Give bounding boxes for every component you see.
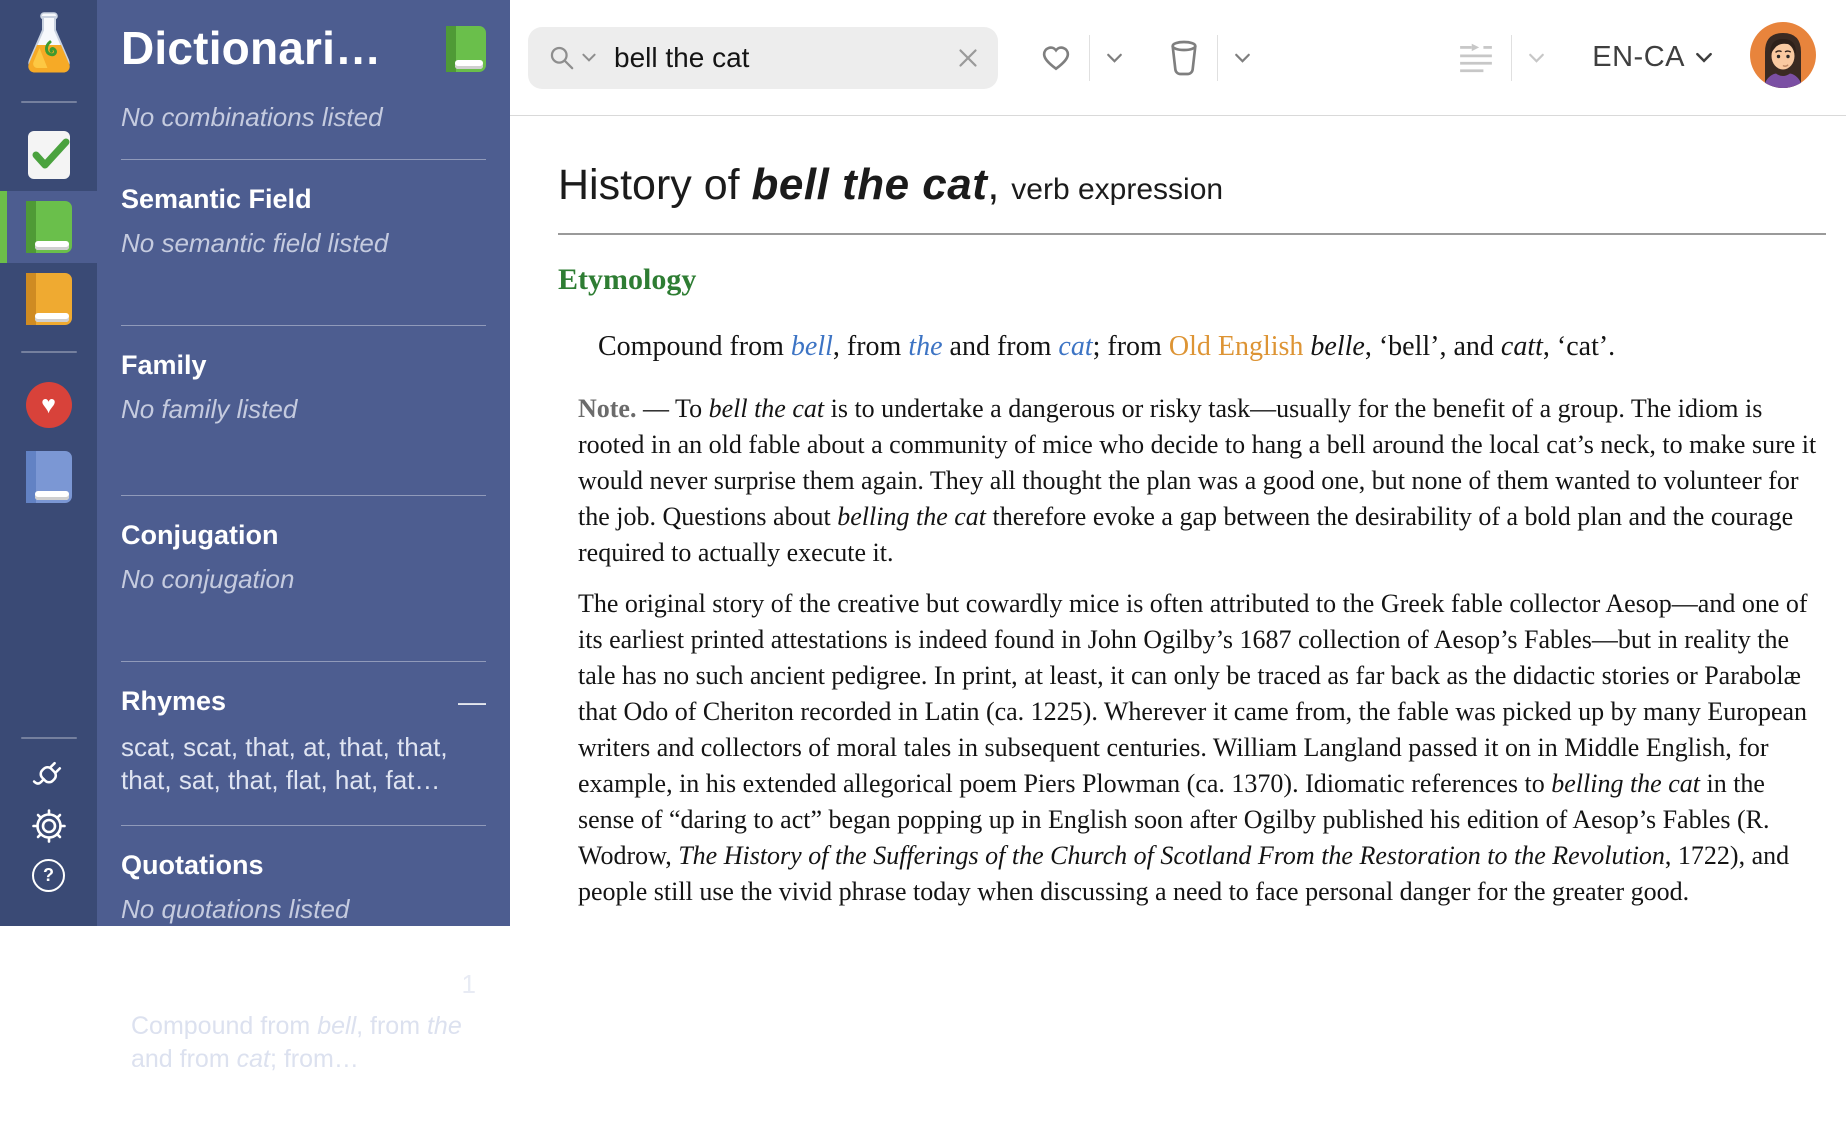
- heart-icon: [1040, 43, 1072, 72]
- rail-divider: [21, 737, 77, 739]
- user-avatar[interactable]: [1750, 22, 1816, 93]
- orange-book-icon: [26, 273, 72, 325]
- section-divider: [121, 495, 486, 496]
- chevron-down-icon: [1529, 53, 1544, 63]
- rail-item-favorites[interactable]: [0, 369, 97, 441]
- history-card[interactable]: [109, 951, 498, 1135]
- section-divider: [121, 661, 486, 662]
- dictionary-sidebar: [97, 0, 510, 1073]
- insert-menu-button[interactable]: [1529, 53, 1544, 63]
- search-scope-dropdown[interactable]: [548, 44, 596, 71]
- dictionary-book-icon: [446, 26, 486, 72]
- title-separator: ,: [987, 161, 1012, 209]
- chevron-down-icon: [1235, 53, 1250, 63]
- panel-title: Dictionari…: [121, 22, 382, 74]
- article-title: [558, 160, 1826, 215]
- section-heading[interactable]: Semantic Field: [121, 184, 312, 214]
- section-divider: [121, 325, 486, 326]
- language-label: EN-CA: [1592, 41, 1685, 73]
- toolbar-separator: [1511, 35, 1512, 81]
- history-card-title: History: [131, 968, 228, 999]
- icon-rail: [0, 0, 97, 926]
- question-mark-icon: ?: [32, 859, 65, 892]
- favorite-menu-button[interactable]: [1107, 53, 1122, 63]
- rail-divider: [21, 101, 77, 103]
- chevron-down-icon: [582, 53, 596, 62]
- rail-item-dictionaries[interactable]: [0, 191, 97, 263]
- section-conjugation: [121, 520, 486, 595]
- section-semantic-field: [121, 184, 486, 259]
- note-paragraph: Note. — To bell the cat is to undertake a dangerous or risky task—usually for the benefit of a group. The idiom is rooted in an old fable about a community of mice who decide to hang a bell around the local cat’s neck, to make sure it would never surprise them again. They all thought the plan was a good one, but none of them wanted to volunteer for the job. Questions about belling the cat therefore evoke a gap between the desirability of a bold plan and the courage required to actually execute it.: [578, 394, 1817, 567]
- rail-item-guides[interactable]: [0, 263, 97, 335]
- green-book-icon: [26, 201, 72, 253]
- insert-text-icon: [1458, 42, 1494, 74]
- title-underline: [558, 233, 1826, 235]
- section-heading[interactable]: Conjugation: [121, 520, 279, 550]
- delete-button[interactable]: [1168, 40, 1200, 76]
- section-family: [121, 350, 486, 425]
- section-quotations: [121, 850, 486, 925]
- language-selector[interactable]: [1592, 41, 1712, 74]
- section-empty-text: No conjugation: [121, 564, 295, 594]
- title-prefix: History of: [558, 161, 752, 209]
- connections-button[interactable]: [30, 755, 68, 793]
- etymology-heading: Etymology: [558, 263, 697, 296]
- corrector-checkmark-icon: [28, 131, 70, 179]
- search-field[interactable]: [528, 27, 998, 89]
- main-area: [510, 0, 1846, 926]
- history-count-badge: 1: [461, 968, 476, 999]
- toolbar: [510, 0, 1846, 116]
- blue-book-icon: [26, 451, 72, 503]
- rail-divider: [21, 351, 77, 353]
- collapse-section-control[interactable]: —: [458, 685, 486, 717]
- section-rhymes: [121, 686, 486, 797]
- toolbar-separator: [1217, 35, 1218, 81]
- clear-search-icon[interactable]: [958, 48, 978, 68]
- rail-item-reference-book[interactable]: [0, 441, 97, 513]
- history-paragraph: The original story of the creative but cowardly mice is often attributed to the Greek fable collector Aesop—and one of its earliest printed attestations is indeed found in John Ogilby’s 1687 collection of Aesop’s Fables—but in reality the tale has no such ancient pedigree. In print, at least, it can only be traced as far back as the didactic stories or Parabolæ that Odo of Cheriton recorded in Latin (ca. 1225). Wherever it came from, the fable was picked up by many European writers and collectors of moral tales in subsequent centuries. William Langland passed it on in Middle English, for example, in his extended allegorical poem Piers Plowman (ca. 1370). Idiomatic references to belling the cat in the sense of “daring to act” began popping up in English soon after Ogilby published his edition of Aesop’s Fables (R. Wodrow, The History of the Sufferings of the Church of Scotland From the Restoration to the Revolution, 1722), and people still use the vivid phrase today when discussing a need to face personal danger for the greater good.: [578, 589, 1808, 906]
- section-empty-text: No semantic field listed: [121, 228, 389, 258]
- rhymes-list: scat, scat, that, at, that, that, that, sat, that, flat, hat, fat…: [121, 732, 448, 795]
- trash-icon: [1168, 40, 1200, 76]
- section-heading[interactable]: Rhymes: [121, 686, 227, 716]
- toolbar-separator: [1089, 35, 1090, 81]
- avatar-image: [1750, 22, 1816, 88]
- etymology-line: Compound from bell, from the and from cat; from Old English belle, ‘bell’, and catt, ‘cat’.: [598, 331, 1616, 362]
- section-divider: [121, 825, 486, 826]
- history-card-preview: Compound from bell, from the and from cat; from…: [131, 1012, 462, 1073]
- help-button[interactable]: [32, 859, 65, 892]
- plug-icon: [30, 755, 68, 793]
- chevron-down-icon: [1696, 52, 1712, 63]
- search-input[interactable]: [612, 41, 958, 75]
- delete-menu-button[interactable]: [1235, 53, 1250, 63]
- chevron-down-icon: [1107, 53, 1122, 63]
- headword: bell the cat: [751, 160, 988, 209]
- section-heading[interactable]: Quotations: [121, 850, 264, 880]
- rail-item-corrector[interactable]: [0, 119, 97, 191]
- search-icon: [548, 44, 575, 71]
- section-heading[interactable]: Family: [121, 350, 207, 380]
- settings-button[interactable]: [31, 808, 67, 844]
- gear-icon: [31, 808, 67, 844]
- article-content: [510, 116, 1846, 910]
- no-combinations-text: No combinations listed: [121, 102, 383, 132]
- section-empty-text: No quotations listed: [121, 894, 350, 924]
- favorite-button[interactable]: [1040, 43, 1072, 72]
- flask-icon: [20, 12, 78, 80]
- section-divider: [121, 159, 486, 160]
- antidote-flask-logo[interactable]: [20, 12, 78, 85]
- section-empty-text: No family listed: [121, 394, 298, 424]
- part-of-speech: verb expression: [1011, 173, 1224, 206]
- red-heart-icon: ♥: [26, 382, 72, 428]
- insert-in-text-button[interactable]: [1458, 42, 1494, 74]
